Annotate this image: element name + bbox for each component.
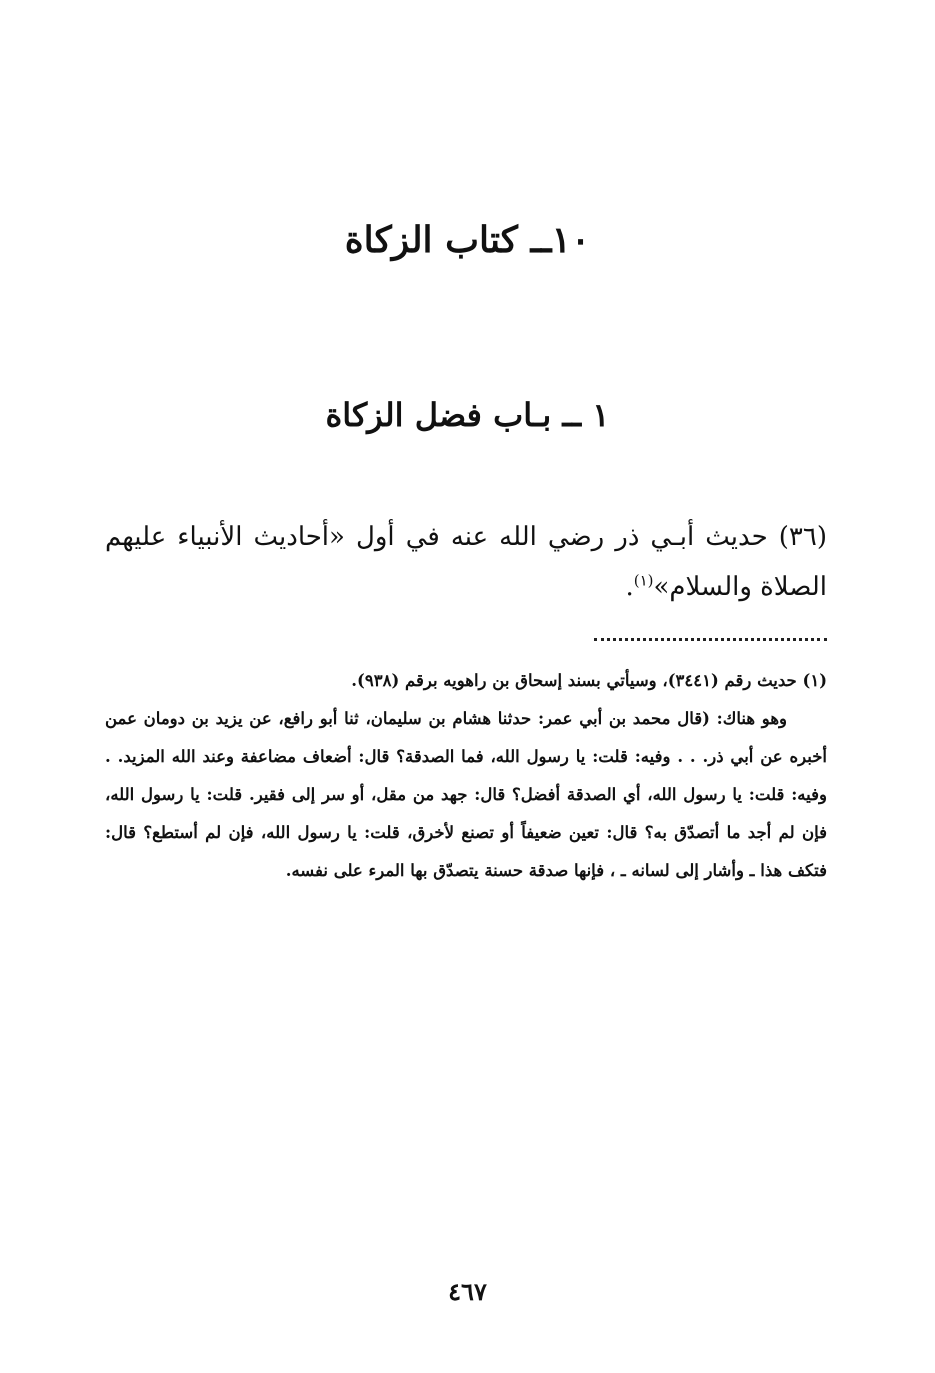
book-title: ١٠ــ كتاب الزكاة [344,219,591,261]
chapter-title: ١ ــ بـاب فضل الزكاة [325,396,610,434]
footnote-divider [594,638,827,641]
footnote-1-quote: وهو هناك: (قال محمد بن أبي عمر: حدثنا هشام بن سليمان، ثنا أبو رافع، عن يزيد بن دومان عمن أخبره عن أبي ذر. . . وفيه: قلت: يا رسول الله، فما الصدقة؟ قال: أضعاف مضاعفة وعند الله المزيد. . وفيه: قلت: يا رسول الله، أي الصدقة أفضل؟ قال: جهد من مقل، أو سر إلى فقير. قلت: يا رسول الله، فإن لم أجد ما أتصدّق به؟ قال: تعين ضعيفاً أو تصنع لأخرق، قلت: يا رسول الله، فإن لم أستطع؟ قال: فتكف هذا ـ وأشار إلى لسانه ـ ، فإنها صدقة حسنة يتصدّق بها المرء على نفسه. [105,709,827,880]
page-number: ٤٦٧ [448,1277,487,1306]
hadith-text: (٣٦) حديث أبـي ذر رضي الله عنه في أول «أحاديث الأنبياء عليهم الصلاة والسلام» [105,522,827,602]
footnote-1: (١) حديث رقم (٣٤٤١)، وسيأتي بسند إسحاق بن راهويه برقم (٩٣٨). [351,671,827,690]
footnotes [105,662,827,890]
hadith-paragraph [105,512,827,612]
hadith-end: . [625,572,634,602]
footnote-reference: (١) [633,571,654,590]
